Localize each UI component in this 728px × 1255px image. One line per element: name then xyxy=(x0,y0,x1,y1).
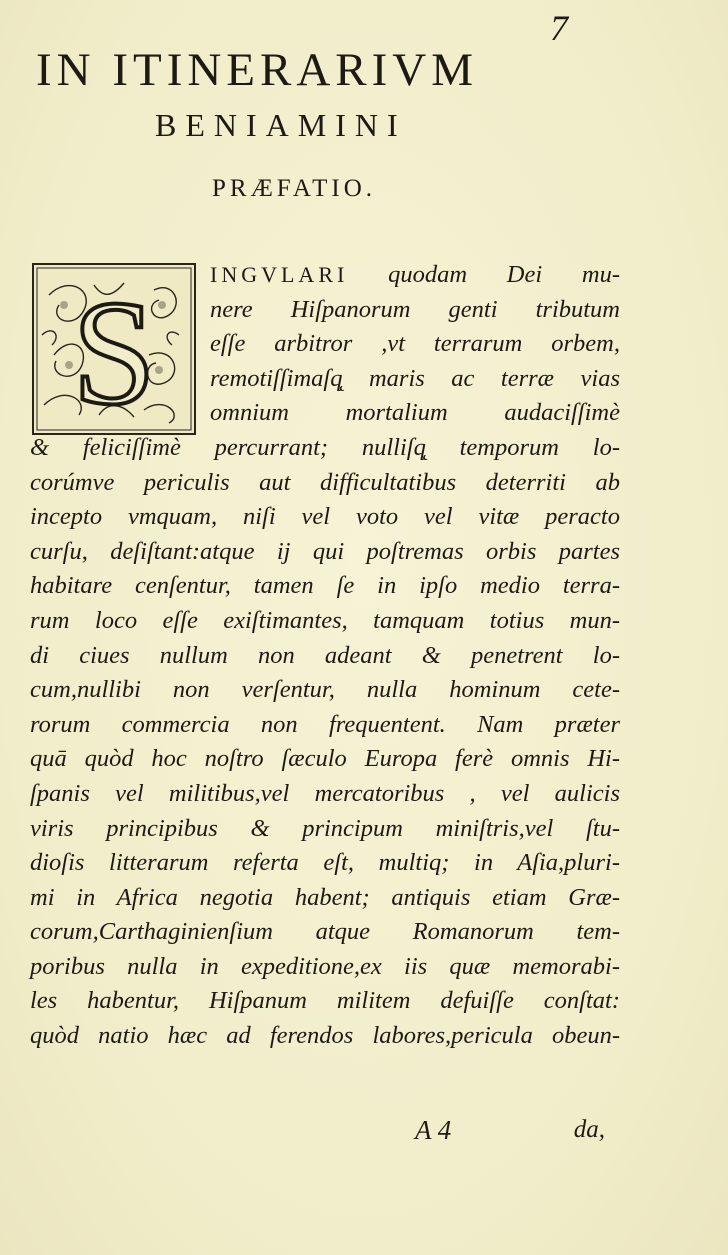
text-line: poribus nulla in expeditione,ex iis quæ memorabi- xyxy=(30,952,620,980)
text-line: eſſe arbitror ,vt terrarum orbem, xyxy=(210,330,620,358)
text-line: mi in Africa negotia habent; antiquis etiam Græ- xyxy=(30,883,620,911)
text-segment: quodam Dei mu- xyxy=(388,261,620,288)
text-line: cum,nullibi non verſentur, nulla hominum cete- xyxy=(30,676,620,704)
text-line: rum loco eſſe exiſtimantes, tamquam totius mun- xyxy=(30,606,620,634)
text-line: remotiſſimaſq̨ maris ac terræ vias xyxy=(210,364,620,392)
section-heading: PRÆFATIO. xyxy=(212,175,377,202)
text-line: curſu, deſiſtant:atque ij qui poſtremas orbis partes xyxy=(30,537,620,565)
text-line: dioſis litterarum referta eſt, multiq; in Aſia,pluri- xyxy=(30,849,620,877)
page-number: 7 xyxy=(550,8,568,48)
text-line xyxy=(30,258,620,293)
text-line: & feliciſſimè percurrant; nulliſq̨ temporum lo- xyxy=(30,433,620,461)
catchword: da, xyxy=(573,1116,605,1143)
text-line: di ciues nullum non adeant & penetrent lo- xyxy=(30,641,620,669)
text-line: les habentur, Hiſpanum militem defuiſſe conſtat: xyxy=(30,987,620,1015)
text-line: ſpanis vel militibus,vel mercatoribus , vel aulicis xyxy=(30,779,620,807)
text-line: rorum commercia non frequentent. Nam præter xyxy=(30,710,620,738)
text-line: incepto vmquam, niſi vel voto vel vitæ peracto xyxy=(30,503,620,531)
text-line: nere Hiſpanorum genti tributum xyxy=(210,295,620,323)
heading-subtitle: BENIAMINI xyxy=(155,107,407,143)
text-line: viris principibus & principum miniſtris,vel ſtu- xyxy=(30,814,620,842)
text-line: omnium mortalium audaciſſimè xyxy=(210,399,620,427)
text-line: corúmve periculis aut difficultatibus deterriti ab xyxy=(30,468,620,496)
text-line: habitare cenſentur, tamen ſe in ipſo medio terra- xyxy=(30,572,620,600)
first-word: INGVLARI xyxy=(210,262,349,287)
svg-text:S: S xyxy=(72,270,156,433)
text-line: quā quòd hoc noſtro ſæculo Europa ferè omnis Hi- xyxy=(30,745,620,773)
preface-body xyxy=(30,258,620,1054)
signature-mark: A 4 xyxy=(415,1115,452,1145)
text-line: quòd natio hæc ad ferendos labores,pericula obeun- xyxy=(30,1022,620,1050)
heading-title: IN ITINERARIVM xyxy=(36,44,479,96)
text-line: corum,Carthaginienſium atque Romanorum tem- xyxy=(30,918,620,946)
